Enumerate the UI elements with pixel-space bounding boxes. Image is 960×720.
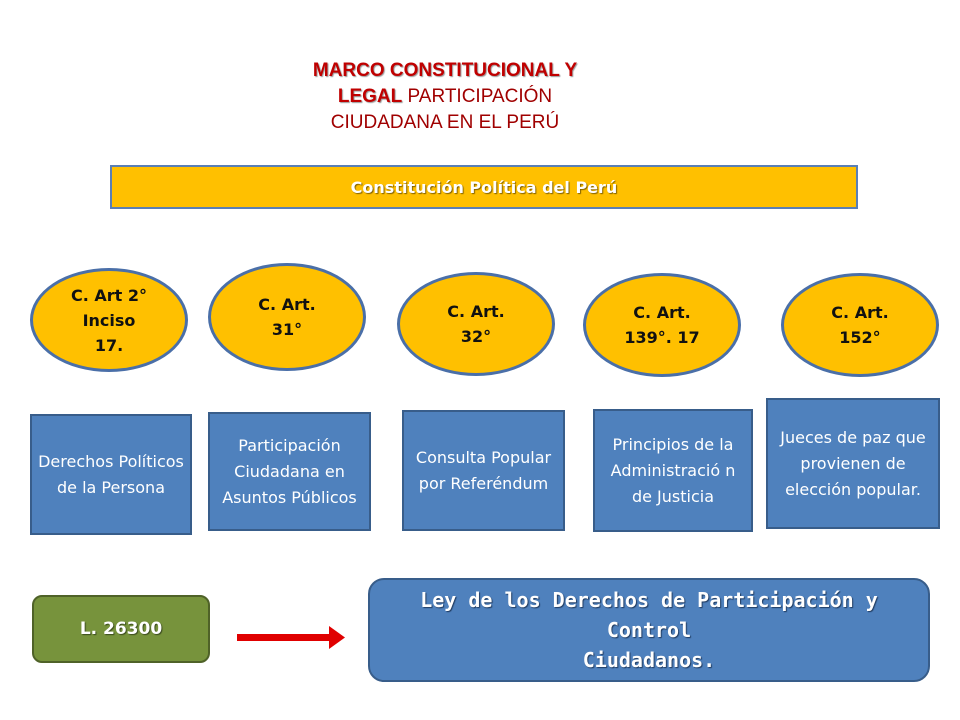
oval-1-line-1: C. Art 2° [70, 285, 147, 305]
title-line-3: CIUDADANA EN EL PERÚ [330, 112, 560, 133]
oval-3-line-2: 32° [460, 327, 492, 346]
article-oval-5 [781, 273, 939, 377]
article-box-2 [208, 412, 371, 531]
article-oval-3 [397, 272, 555, 376]
article-box-3-text: Consulta Popular por Referéndum [415, 447, 552, 493]
diagram-title [250, 58, 640, 136]
oval-3-line-1: C. Art. [447, 302, 505, 321]
article-box-5-text: Jueces de paz que provienen de elección popular. [780, 427, 926, 499]
oval-2-line-1: C. Art. [258, 295, 316, 314]
article-box-5 [766, 398, 940, 529]
article-box-1-text: Derechos Políticos de la Persona [38, 451, 184, 497]
oval-4-line-1: C. Art. [633, 303, 691, 322]
ley-line-1: Ley de los Derechos de Participación y Control [420, 588, 878, 642]
article-box-1 [30, 414, 192, 535]
constitution-banner-label: Constitución Política del Perú [350, 177, 618, 197]
law-26300-box [32, 595, 210, 663]
article-box-2-text: Participación Ciudadana en Asuntos Públicos [222, 435, 357, 507]
article-box-3 [402, 410, 565, 531]
ley-participacion-box [368, 578, 930, 682]
article-oval-4 [583, 273, 741, 377]
article-oval-1 [30, 268, 188, 372]
oval-4-line-2: 139°. 17 [624, 328, 700, 347]
oval-5-line-1: C. Art. [831, 303, 889, 322]
oval-1-line-3: 17. [94, 335, 124, 355]
title-line-2-rest: PARTICIPACIÓN [402, 86, 553, 107]
article-box-4 [593, 409, 753, 532]
oval-2-line-2: 31° [271, 320, 303, 339]
title-line-1: MARCO CONSTITUCIONAL Y [312, 60, 578, 81]
right-arrow-icon [237, 618, 347, 658]
oval-5-line-2: 152° [839, 328, 881, 347]
law-26300-label: L. 26300 [79, 619, 163, 639]
title-line-2-red: LEGAL [337, 86, 403, 107]
oval-1-line-2: Inciso [82, 310, 136, 330]
article-oval-2 [208, 263, 366, 371]
article-box-4-text: Principios de la Administració n de Justicia [610, 434, 736, 506]
ley-line-2: Ciudadanos. [582, 648, 716, 672]
constitution-banner [110, 165, 858, 209]
